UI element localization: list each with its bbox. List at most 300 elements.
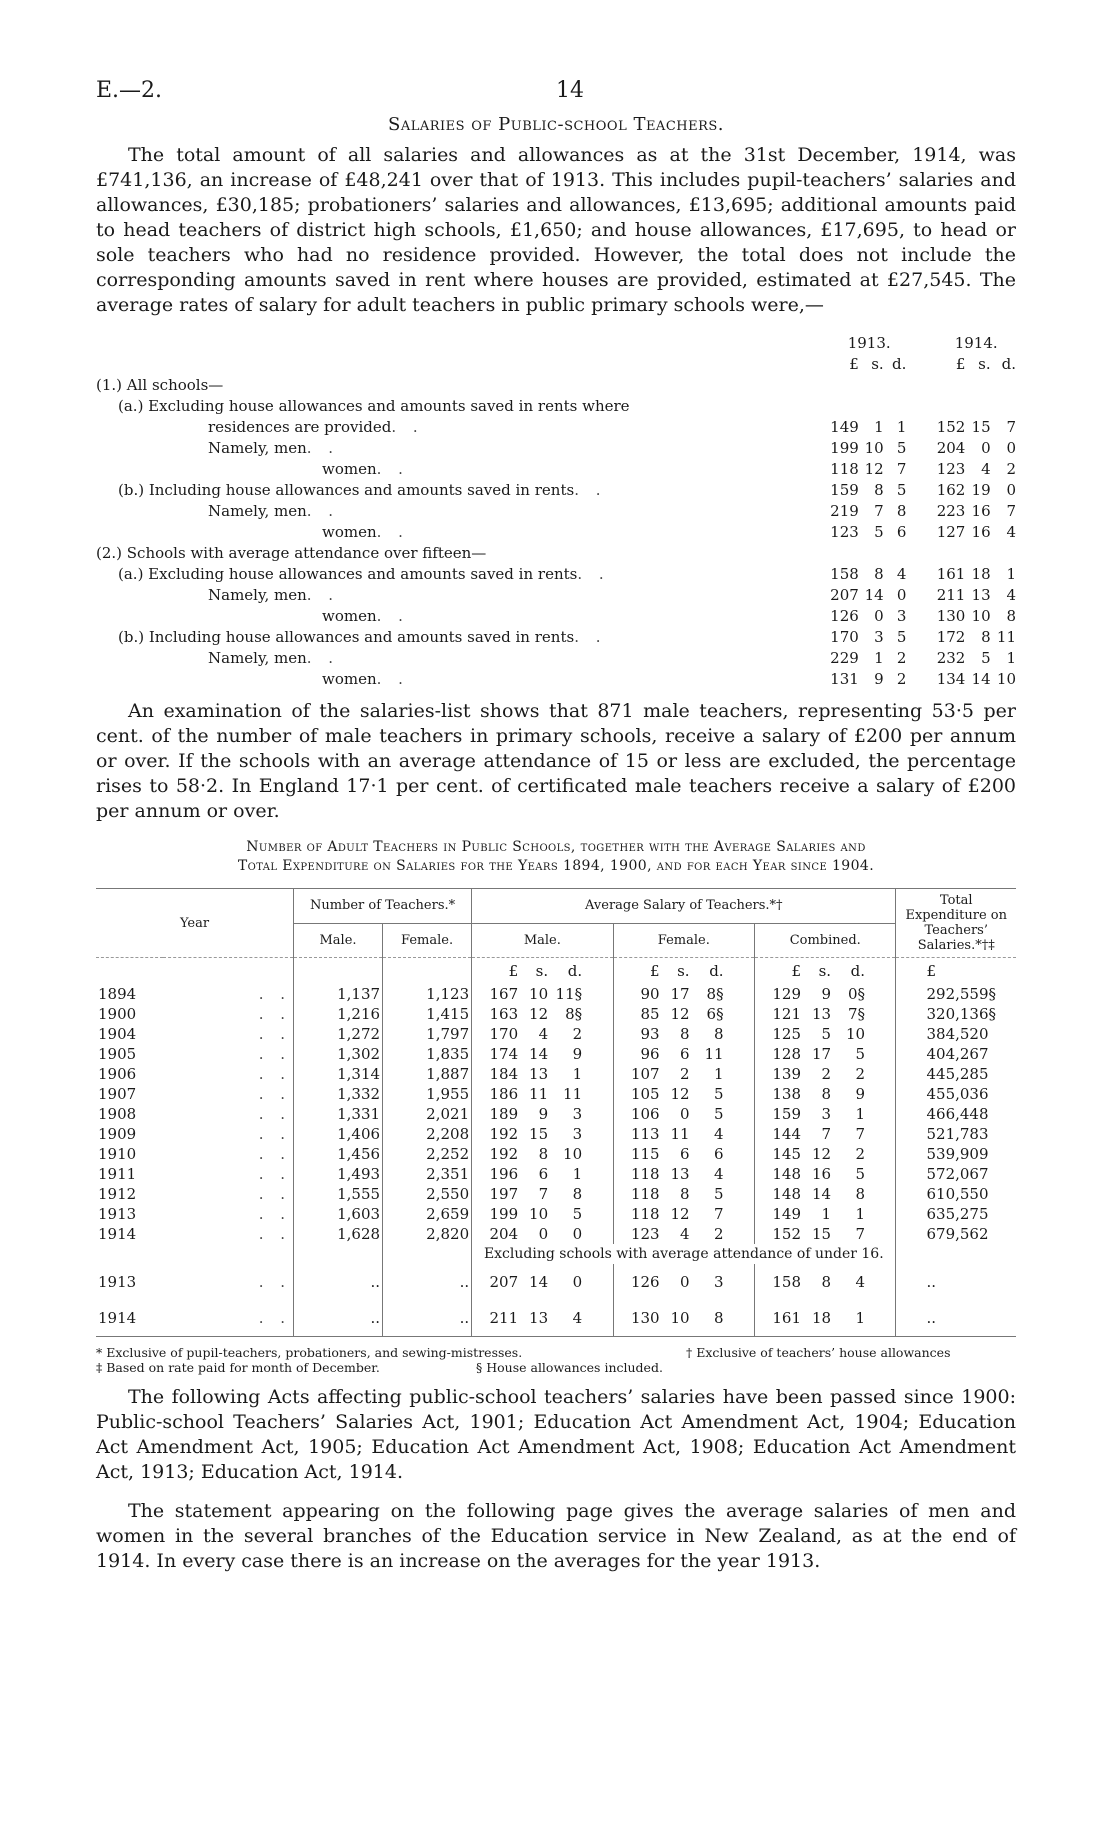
money-value: 174 xyxy=(489,1045,519,1063)
rates-value: 5 xyxy=(896,480,907,499)
money-value: 158 xyxy=(772,1273,802,1291)
average-salary-header: Average Salary of Teachers.*† xyxy=(472,889,896,924)
money-value: 186 xyxy=(489,1085,519,1103)
rates-year-header: 1914. xyxy=(954,333,998,352)
leader-dots: . . xyxy=(574,480,607,499)
rates-value: 8 xyxy=(981,627,991,646)
money-value: 4 xyxy=(538,1025,549,1043)
money-value: 90 xyxy=(640,985,660,1003)
unit-header: £ xyxy=(896,958,1016,985)
money-value: 145 xyxy=(772,1145,802,1163)
female-count: 2,659 xyxy=(383,1204,472,1224)
teachers-salaries-table xyxy=(96,888,1016,1337)
money-value: 93 xyxy=(640,1025,660,1043)
rates-value: 123 xyxy=(936,459,966,478)
table-row xyxy=(96,1204,1016,1224)
leader-dots: . . xyxy=(577,564,610,583)
table-row xyxy=(96,1264,1016,1300)
rates-value: 0 xyxy=(981,438,991,457)
total-expenditure: 445,285 xyxy=(896,1064,1016,1084)
rates-row xyxy=(96,584,1016,605)
male-count: 1,603 xyxy=(294,1204,383,1224)
money-value: 14 xyxy=(529,1045,549,1063)
rates-value: 18 xyxy=(971,564,991,583)
total-expenditure: 466,448 xyxy=(896,1104,1016,1124)
leader-dots: . . xyxy=(376,606,409,625)
rates-row-label: Namely, men xyxy=(208,648,307,667)
money-value: 14 xyxy=(811,1185,832,1203)
table-row xyxy=(96,1144,1016,1164)
footnote-dagger: † Exclusive of teachers’ house allowances xyxy=(686,1345,951,1360)
rates-value: 152 xyxy=(936,417,966,436)
year-cell: 1913 xyxy=(98,1273,137,1291)
unit-header: s. xyxy=(978,354,991,373)
section-title: Salaries of Public-school Teachers. xyxy=(387,114,725,135)
leader-dots: . . xyxy=(376,669,409,688)
money-value: 159 xyxy=(772,1105,802,1123)
money-value: 121 xyxy=(772,1005,802,1023)
rates-value: 127 xyxy=(936,522,966,541)
page-header xyxy=(96,70,1016,104)
money-value: 115 xyxy=(630,1145,660,1163)
money-value: 10 xyxy=(563,1145,583,1163)
table-row xyxy=(96,1064,1016,1084)
money-value: 15 xyxy=(811,1225,832,1243)
leader-dots: . . xyxy=(258,1225,291,1243)
male-count: 1,137 xyxy=(294,984,383,1004)
unit-header: s. xyxy=(871,354,884,373)
money-value: 15 xyxy=(529,1125,549,1143)
footnotes xyxy=(96,1345,1016,1375)
year-cell: 1906 xyxy=(98,1065,137,1083)
rates-value: 172 xyxy=(936,627,966,646)
rates-row xyxy=(96,479,1016,500)
money-value: 149 xyxy=(772,1205,802,1223)
female-count: 2,208 xyxy=(383,1124,472,1144)
rates-value: 159 xyxy=(830,480,859,499)
footnote-star: * Exclusive of pupil-teachers, probationers, and sewing-mistresses. xyxy=(96,1345,523,1360)
rates-value: 15 xyxy=(971,417,991,436)
rates-value: 13 xyxy=(971,585,991,604)
rates-value: 4 xyxy=(1006,585,1016,604)
year-cell: 1913 xyxy=(98,1205,137,1223)
year-cell: 1914 xyxy=(98,1225,137,1243)
total-expenditure: .. xyxy=(896,1264,1016,1300)
table-row xyxy=(96,1300,1016,1337)
rates-value: 170 xyxy=(830,627,859,646)
rates-value: 7 xyxy=(874,501,884,520)
rates-value: 162 xyxy=(936,480,966,499)
female-count: 1,887 xyxy=(383,1064,472,1084)
rates-value: 6 xyxy=(896,522,907,541)
table-row xyxy=(96,1044,1016,1064)
examination-paragraph: An examination of the salaries-list shows that 871 male teachers, representing 53·5 per cent. of the number of male teachers in primary schools, receive a salary of £200 per annum or over. If the schools with an average attendance of 15 or less are excluded, the percentage rises to 58·2. In England 17·1 per cent. of certificated male teachers receive a salary of £200 per annum or over. xyxy=(96,700,1016,822)
rates-value: 118 xyxy=(830,459,859,478)
male-count: 1,331 xyxy=(294,1104,383,1124)
male-count: .. xyxy=(294,1300,383,1337)
money-value: 11 xyxy=(670,1125,690,1143)
rates-value: 7 xyxy=(1006,501,1016,520)
table-row xyxy=(96,1184,1016,1204)
total-expenditure: 635,275 xyxy=(896,1204,1016,1224)
rates-value: 207 xyxy=(830,585,859,604)
male-count: 1,314 xyxy=(294,1064,383,1084)
money-value: 192 xyxy=(489,1125,519,1143)
male-count: 1,493 xyxy=(294,1164,383,1184)
leader-dots: . . xyxy=(163,1300,293,1337)
money-value: 0 xyxy=(538,1225,549,1243)
money-value: 139 xyxy=(772,1065,802,1083)
table-row xyxy=(96,1024,1016,1044)
money-value: 13 xyxy=(529,1309,549,1327)
total-expenditure: 521,783 xyxy=(896,1124,1016,1144)
money-value: 3 xyxy=(821,1105,832,1123)
total-expenditure: 404,267 xyxy=(896,1044,1016,1064)
rates-value xyxy=(859,374,884,395)
money-value: 4 xyxy=(714,1125,724,1143)
money-value: 170 xyxy=(489,1025,519,1043)
leader-dots: . . xyxy=(306,501,340,520)
rates-value: 14 xyxy=(971,669,991,688)
rates-value: 4 xyxy=(896,564,907,583)
rates-value: 130 xyxy=(936,606,966,625)
money-value: 7 xyxy=(538,1185,549,1203)
money-value: 1 xyxy=(821,1205,832,1223)
rates-row-label: Namely, men xyxy=(208,501,307,520)
rates-value: 3 xyxy=(874,627,884,646)
unit-header: d. xyxy=(709,962,724,980)
table-row xyxy=(96,1124,1016,1144)
female-count: 1,415 xyxy=(383,1004,472,1024)
female-count: 2,021 xyxy=(383,1104,472,1124)
money-value: 16 xyxy=(811,1165,832,1183)
money-value: 2 xyxy=(855,1145,866,1163)
table-row xyxy=(96,1004,1016,1024)
female-count: 2,351 xyxy=(383,1164,472,1184)
rates-value xyxy=(859,395,884,416)
money-value: 118 xyxy=(630,1165,660,1183)
document-page xyxy=(96,70,1016,1588)
rates-row xyxy=(96,374,1016,395)
male-count: 1,302 xyxy=(294,1044,383,1064)
money-value: 17 xyxy=(670,985,690,1003)
money-value: 0 xyxy=(572,1225,583,1243)
unit-header: d. xyxy=(891,354,907,373)
rates-value: 158 xyxy=(830,564,859,583)
rates-body xyxy=(96,374,1016,689)
rates-row-label: women xyxy=(322,669,377,688)
rates-row xyxy=(96,626,1016,647)
year-cell: 1910 xyxy=(98,1145,137,1163)
money-value: 5 xyxy=(572,1205,583,1223)
money-value: 4 xyxy=(572,1309,583,1327)
rates-value: 229 xyxy=(830,648,859,667)
rates-row-label: Namely, men xyxy=(208,585,307,604)
leader-dots: . . xyxy=(574,627,607,646)
female-count: 2,252 xyxy=(383,1144,472,1164)
rates-row-label: residences are provided xyxy=(208,417,392,436)
excluding-section xyxy=(96,1244,1016,1264)
total-expenditure: 455,036 xyxy=(896,1084,1016,1104)
rates-row-label: women xyxy=(322,522,377,541)
female-count: 2,820 xyxy=(383,1224,472,1244)
rates-row-label: (b.) Including house allowances and amounts saved in rents xyxy=(118,627,575,646)
money-value: 13 xyxy=(529,1065,549,1083)
year-header: Year xyxy=(96,889,294,958)
money-value: 161 xyxy=(772,1309,802,1327)
money-value: 9 xyxy=(538,1105,549,1123)
rates-value: 0 xyxy=(1006,480,1016,499)
money-value: 3 xyxy=(714,1273,724,1291)
money-value: 7 xyxy=(855,1225,866,1243)
rates-value: 8 xyxy=(896,501,907,520)
money-value: 10 xyxy=(845,1025,866,1043)
money-value: 130 xyxy=(630,1309,660,1327)
rates-value: 149 xyxy=(830,417,859,436)
unit-header: £ xyxy=(955,354,966,373)
rates-value: 134 xyxy=(936,669,966,688)
rates-row xyxy=(96,542,1016,563)
unit-header: s. xyxy=(818,962,832,980)
money-value: 107 xyxy=(630,1065,660,1083)
female-count: .. xyxy=(383,1264,472,1300)
excluding-note: Excluding schools with average attendance of under 16. xyxy=(472,1244,896,1264)
money-value: 12 xyxy=(670,1205,690,1223)
year-cell: 1894 xyxy=(98,985,137,1003)
rates-value xyxy=(906,542,965,563)
rates-row xyxy=(96,605,1016,626)
rates-value: 19 xyxy=(971,480,991,499)
money-value: 163 xyxy=(489,1005,519,1023)
total-expenditure: 539,909 xyxy=(896,1144,1016,1164)
money-value: 123 xyxy=(630,1225,660,1243)
rates-value: 126 xyxy=(830,606,859,625)
rates-value xyxy=(884,395,907,416)
main-units-row xyxy=(96,958,1016,985)
rates-value: 8 xyxy=(1006,606,1016,625)
rates-value xyxy=(859,542,884,563)
male-count: 1,216 xyxy=(294,1004,383,1024)
male-count: 1,628 xyxy=(294,1224,383,1244)
money-value: 6 xyxy=(680,1145,690,1163)
rates-row-label: (2.) Schools with average attendance over fifteen— xyxy=(96,543,487,562)
money-value: 1 xyxy=(855,1105,866,1123)
money-value: 9 xyxy=(821,985,832,1003)
statement-paragraph: The statement appearing on the following page gives the average salaries of men and women in the several branches of the Education service in New Zealand, as at the end of 1914. In every case there is an increase on the averages for the year 1913. xyxy=(96,1500,1016,1572)
year-cell: 1904 xyxy=(98,1025,137,1043)
rates-value: 5 xyxy=(981,648,991,667)
rates-value: 14 xyxy=(864,585,884,604)
intro-paragraph: The total amount of all salaries and allowances as at the 31st December, 1914, was £741,136, an increase of £48,241 over that of 1913. This includes pupil-teachers’ salaries and allowances, £30,185; probationers’ salaries and allowances, £13,695; additional amounts paid to head teachers of district high schools, £1,650; and house allowances, £17,695, to head or sole teachers who had no residence provided. However, the total does not include the corresponding amounts saved in rent where houses are provided, estimated at £27,545. The average rates of salary for adult teachers in public primary schools were,— xyxy=(96,144,1016,316)
rates-value: 161 xyxy=(936,564,966,583)
money-value: 0 xyxy=(572,1273,583,1291)
money-value: 8 xyxy=(680,1025,690,1043)
excluding-body xyxy=(96,1264,1016,1337)
money-value: 2 xyxy=(680,1065,690,1083)
rates-value xyxy=(822,374,859,395)
money-value: 105 xyxy=(630,1085,660,1103)
footnote-double-dagger: ‡ Based on rate paid for month of December. xyxy=(96,1360,380,1375)
leader-dots: . . xyxy=(258,985,291,1003)
footnote-section: § House allowances included. xyxy=(476,1360,663,1375)
money-value: 189 xyxy=(489,1105,519,1123)
money-value: 10 xyxy=(529,1205,549,1223)
leader-dots: . . xyxy=(306,648,340,667)
year-cell: 1905 xyxy=(98,1045,137,1063)
money-value: 85 xyxy=(640,1005,660,1023)
money-value: 2 xyxy=(714,1225,724,1243)
rates-value: 10 xyxy=(971,606,991,625)
money-value: 8 xyxy=(821,1273,832,1291)
money-value: 8§ xyxy=(706,985,724,1003)
leader-dots: . . xyxy=(391,417,424,436)
rates-value: 12 xyxy=(864,459,884,478)
unit-header: d. xyxy=(850,962,866,980)
money-value: 148 xyxy=(772,1185,802,1203)
money-value: 17 xyxy=(811,1045,832,1063)
money-value: 126 xyxy=(630,1273,660,1291)
female-count-header: Female. xyxy=(383,923,472,958)
male-count: 1,332 xyxy=(294,1084,383,1104)
rates-value: 10 xyxy=(864,438,884,457)
money-value: 10 xyxy=(529,985,549,1003)
excluding-note-row xyxy=(96,1244,1016,1264)
rates-value xyxy=(991,374,1016,395)
leader-dots: . . xyxy=(258,1105,291,1123)
male-count: 1,555 xyxy=(294,1184,383,1204)
male-count: .. xyxy=(294,1264,383,1300)
rates-value: 204 xyxy=(936,438,966,457)
rates-value: 4 xyxy=(1006,522,1016,541)
table-row xyxy=(96,984,1016,1004)
male-count: 1,272 xyxy=(294,1024,383,1044)
avg-male-header: Male. xyxy=(472,923,613,958)
money-value: 1 xyxy=(855,1309,866,1327)
money-value: 199 xyxy=(489,1205,519,1223)
money-value: 211 xyxy=(489,1309,519,1327)
money-value: 128 xyxy=(772,1045,802,1063)
money-value: 207 xyxy=(489,1273,519,1291)
year-cell: 1908 xyxy=(98,1105,137,1123)
money-value: 8 xyxy=(821,1085,832,1103)
money-value: 8 xyxy=(680,1185,690,1203)
rates-value: 5 xyxy=(896,438,907,457)
rates-value: 211 xyxy=(936,585,966,604)
rates-value: 10 xyxy=(996,669,1016,688)
money-value: 196 xyxy=(489,1165,519,1183)
rates-year-header-row xyxy=(96,332,1016,353)
money-value: 9 xyxy=(855,1085,866,1103)
money-value: 5 xyxy=(855,1045,866,1063)
money-value: 13 xyxy=(811,1005,832,1023)
main-header-row xyxy=(96,889,1016,924)
rates-value: 2 xyxy=(896,648,907,667)
money-value: 4 xyxy=(855,1273,866,1291)
year-cell: 1912 xyxy=(98,1185,137,1203)
rates-year-header: 1913. xyxy=(847,333,891,352)
rates-value: 232 xyxy=(936,648,966,667)
rates-row-label: Namely, men xyxy=(208,438,307,457)
avg-combined-header: Combined. xyxy=(755,923,896,958)
table-title xyxy=(96,838,1016,876)
money-value: 14 xyxy=(529,1273,549,1291)
money-value: 148 xyxy=(772,1165,802,1183)
rates-value: 2 xyxy=(1006,459,1016,478)
money-value: 6 xyxy=(714,1145,724,1163)
money-value: 118 xyxy=(630,1185,660,1203)
rates-row xyxy=(96,500,1016,521)
rates-value: 1 xyxy=(874,417,884,436)
total-expenditure: 320,136§ xyxy=(896,1004,1016,1024)
money-value: 2 xyxy=(821,1065,832,1083)
unit-header: £ xyxy=(849,354,859,373)
table-row xyxy=(96,1084,1016,1104)
money-value: 129 xyxy=(772,985,802,1003)
leader-dots: . . xyxy=(376,522,409,541)
female-count: 2,550 xyxy=(383,1184,472,1204)
page-number: 14 xyxy=(556,78,584,103)
money-value: 184 xyxy=(489,1065,519,1083)
rates-value: 7 xyxy=(896,459,907,478)
money-value: 10 xyxy=(670,1309,690,1327)
money-value: 0§ xyxy=(847,985,866,1003)
money-value: 6§ xyxy=(706,1005,724,1023)
money-value: 11 xyxy=(529,1085,549,1103)
money-value: 204 xyxy=(489,1225,519,1243)
female-count: 1,835 xyxy=(383,1044,472,1064)
unit-header: d. xyxy=(1001,354,1016,373)
rates-row-label: (a.) Excluding house allowances and amounts saved in rents xyxy=(118,564,578,583)
rates-value: 11 xyxy=(996,627,1016,646)
rates-row xyxy=(96,521,1016,542)
leader-dots: . . xyxy=(376,459,409,478)
leader-dots: . . xyxy=(258,1085,291,1103)
money-value: 5 xyxy=(714,1185,724,1203)
leader-dots: . . xyxy=(258,1145,291,1163)
unit-header: s. xyxy=(677,962,690,980)
table-title-line: Number of Adult Teachers in Public Schools, together with the Average Salaries and xyxy=(246,839,866,855)
money-value: 5 xyxy=(714,1105,724,1123)
avg-female-header: Female. xyxy=(613,923,754,958)
rates-value: 7 xyxy=(1006,417,1016,436)
rates-value xyxy=(965,542,990,563)
money-value: 96 xyxy=(640,1045,660,1063)
table-row xyxy=(96,1164,1016,1184)
money-value: 5 xyxy=(821,1025,832,1043)
money-value: 7 xyxy=(714,1205,724,1223)
table-row xyxy=(96,1104,1016,1124)
money-value: 6 xyxy=(538,1165,549,1183)
rates-value xyxy=(906,395,965,416)
unit-header: s. xyxy=(535,962,549,980)
money-value: 7 xyxy=(821,1125,832,1143)
money-value: 2 xyxy=(855,1065,866,1083)
rates-value xyxy=(965,395,990,416)
total-expenditure: 292,559§ xyxy=(896,984,1016,1004)
unit-header: £ xyxy=(791,962,802,980)
table-row xyxy=(96,1224,1016,1244)
male-count: 1,456 xyxy=(294,1144,383,1164)
rates-value: 5 xyxy=(896,627,907,646)
rates-value: 16 xyxy=(971,522,991,541)
leader-dots: . . xyxy=(258,1045,291,1063)
rates-row xyxy=(96,563,1016,584)
money-value: 0 xyxy=(680,1273,690,1291)
money-value: 11§ xyxy=(555,985,583,1003)
table-title-line: Total Expenditure on Salaries for the Years 1894, 1900, and for each Year since 1904. xyxy=(237,858,875,874)
rates-value: 199 xyxy=(830,438,859,457)
unit-header: £ xyxy=(508,962,519,980)
